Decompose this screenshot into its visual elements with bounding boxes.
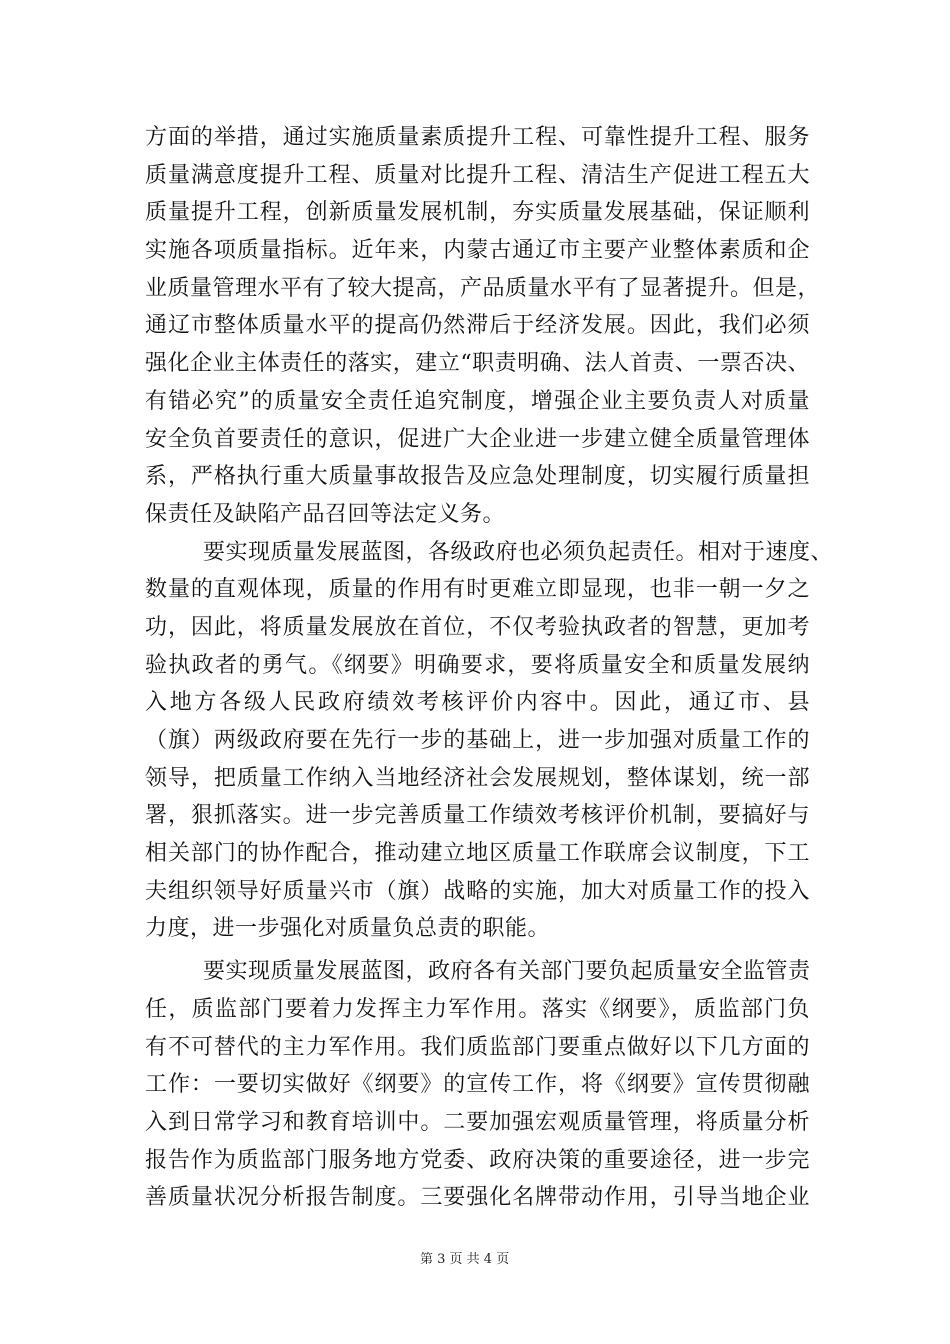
text-line: 署，狠抓落实。进一步完善质量工作绩效考核评价机制，要搞好与 xyxy=(145,803,810,829)
text-line: 报告作为质监部门服务地方党委、政府决策的重要途径，进一步完 xyxy=(145,1147,810,1173)
text-line: 要实现质量发展蓝图，政府各有关部门要负起质量安全监管责 xyxy=(203,959,811,985)
text-line: 验执政者的勇气。《纲要》明确要求，要将质量安全和质量发展纳 xyxy=(145,652,810,678)
text-line: 善质量状况分析报告制度。三要强化名牌带动作用，引导当地企业 xyxy=(145,1185,810,1211)
text-line: 通辽市整体质量水平的提高仍然滞后于经济发展。因此，我们必须 xyxy=(145,313,810,339)
page-number-footer xyxy=(0,1248,950,1267)
text-line: 系，严格执行重大质量事故报告及应急处理制度，切实履行质量担 xyxy=(145,464,810,490)
text-line: 业质量管理水平有了较大提高，产品质量水平有了显著提升。但是， xyxy=(145,275,821,301)
text-line: 保责任及缺陷产品召回等法定义务。 xyxy=(145,501,506,527)
document-body xyxy=(145,119,834,1217)
text-line: 领导，把质量工作纳入当地经济社会发展规划，整体谋划，统一部 xyxy=(145,765,810,791)
text-line: 力度，进一步强化对质量负总责的职能。 xyxy=(145,916,551,942)
paragraph-3 xyxy=(145,953,810,1217)
text-line: 质量提升工程，创新质量发展机制，夯实质量发展基础，保证顺利 xyxy=(145,200,810,226)
text-line: 安全负首要责任的意识，促进广大企业进一步建立健全质量管理体 xyxy=(145,426,810,452)
text-line: 夫组织领导好质量兴市（旗）战略的实施，加大对质量工作的投入 xyxy=(145,878,810,904)
text-line: 有不可替代的主力军作用。我们质监部门要重点做好以下几方面的 xyxy=(145,1034,810,1060)
text-line: 有错必究”的质量安全责任追究制度，增强企业主要负责人对质量 xyxy=(145,388,810,414)
text-line: （旗）两级政府要在先行一步的基础上，进一步加强对质量工作的 xyxy=(145,728,810,753)
text-line: 相关部门的协作配合，推动建立地区质量工作联席会议制度，下工 xyxy=(145,841,810,867)
page-number-label: 第 3 页 共 4 页 xyxy=(420,1252,510,1267)
text-line: 数量的直观体现，质量的作用有时更难立即显现，也非一朝一夕之 xyxy=(145,577,810,603)
text-line: 实施各项质量指标。近年来，内蒙古通辽市主要产业整体素质和企 xyxy=(145,238,810,264)
paragraph-2 xyxy=(145,534,834,949)
text-line: 工作：一要切实做好《纲要》的宣传工作，将《纲要》宣传贯彻融 xyxy=(145,1072,810,1098)
text-line: 功，因此，将质量发展放在首位，不仅考验执政者的智慧，更加考 xyxy=(145,614,810,640)
text-line: 任，质监部门要着力发挥主力军作用。落实《纲要》，质监部门负 xyxy=(145,996,810,1022)
text-line: 方面的举措，通过实施质量素质提升工程、可靠性提升工程、服务 xyxy=(145,125,810,150)
text-line: 入地方各级人民政府绩效考核评价内容中。因此，通辽市、县 xyxy=(145,690,810,716)
text-line: 入到日常学习和教育培训中。二要加强宏观质量管理，将质量分析 xyxy=(145,1109,810,1135)
text-line: 质量满意度提升工程、质量对比提升工程、清洁生产促进工程五大 xyxy=(145,162,810,188)
paragraph-1 xyxy=(145,119,821,534)
text-line: 强化企业主体责任的落实，建立“职责明确、法人首责、一票否决、 xyxy=(145,351,810,377)
text-line: 要实现质量发展蓝图，各级政府也必须负起责任。相对于速度、 xyxy=(203,539,834,565)
